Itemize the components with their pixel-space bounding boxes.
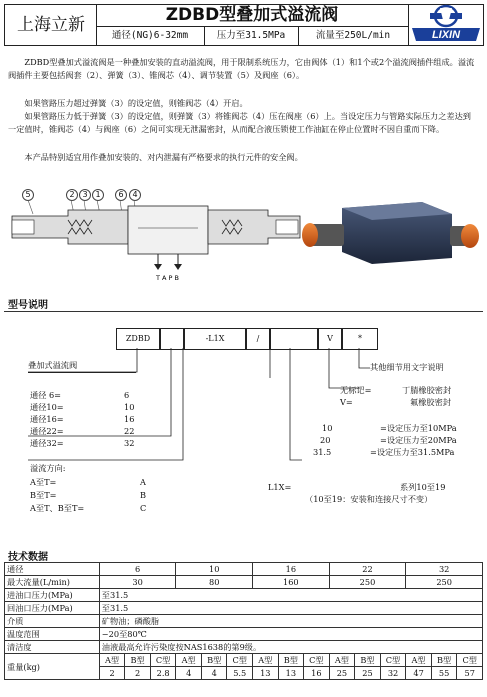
weight-cell: 13 [253,667,279,680]
series-desc: 系列10至19 [400,482,446,492]
type-cell: C型 [304,654,330,667]
page-title: ZDBD型叠加式溢流阀 [165,5,339,25]
table-cell: 油液最高允许污染度按NAS1638的第9级。 [99,641,482,654]
port-labels: T A P B [156,274,179,282]
weight-cell: 2 [99,667,125,680]
type-cell: C型 [150,654,176,667]
intro-paragraph-4: 本产品特别适宜用作叠加安装的、对内泄漏有严格要求的执行元件的安全阀。 [24,152,303,162]
other-details: 其他细节用文字说明 [370,362,444,372]
weight-cell: 2 [125,667,151,680]
section-divider [4,311,483,312]
type-cell: A型 [329,654,355,667]
weight-cell: 4 [176,667,202,680]
callout-6: 6 [115,189,127,201]
row-label: 重量(kg) [5,654,100,680]
table-cell: 至31.5 [99,602,482,615]
row-label: 进油口压力(MPa) [5,589,100,602]
table-cell: 6 [99,563,176,576]
type-cell: C型 [227,654,253,667]
type-cell: C型 [380,654,406,667]
weight-cell: 5.5 [227,667,253,680]
table-cell: 32 [406,563,483,576]
row-label: 通径 [5,563,100,576]
table-cell: 至31.5 [99,589,482,602]
type-cell: A型 [406,654,432,667]
tech-section-title: 技术数据 [8,552,48,563]
weight-cell: 47 [406,667,432,680]
pressure-code-2: 20 [320,435,331,445]
bore-value-5: 32 [124,438,135,448]
table-cell: 80 [176,576,253,589]
type-cell: B型 [278,654,304,667]
type-cell: B型 [355,654,381,667]
pressure-code-1: 10 [322,423,333,433]
type-cell: B型 [125,654,151,667]
code-box-other: * [342,328,378,350]
seal-line-2: V= [340,397,353,407]
direction-line-3: A至T、B至T= [30,503,85,513]
table-row [5,563,483,576]
bore-line-2: 通径10= [30,402,64,412]
divider [408,4,409,45]
callout-5: 5 [22,189,34,201]
weight-cell: 13 [278,667,304,680]
type-cell: A型 [99,654,125,667]
callout-4: 4 [129,189,141,201]
intro-paragraph-3: 如果管路压力低于弹簧（3）的设定值，则弹簧（3）将锥阀芯（4）压在阀座（6）上。当设定压力与管路实际压力之差达到一定值时，锥阀芯（4）与阀座（6）之间可实现无泄漏密封，从而配合液压锁使工作油缸在停止位置时不因自重而下降。 [8,111,471,134]
weight-cell: 55 [431,667,457,680]
intro-paragraph-1: ZDBD型叠加式溢流阀是一种叠加安装的直动溢流阀，用于限制系统压力，它由阀体（1）和1个或2个溢流阀插件组成。溢流阀插件主要包括阀套（2）、弹簧（3）、锥阀芯（4）、调节装置（5）及阀座（6）。 [8,57,475,80]
weight-cell: 4 [201,667,227,680]
type-cell: A型 [176,654,202,667]
divider [28,372,136,373]
bore-value-4: 22 [124,426,135,436]
series-note: （10至19：安装和连接尺寸不变） [305,494,433,504]
table-cell: 10 [176,563,253,576]
model-section-title: 型号说明 [8,300,48,311]
table-cell: 16 [253,563,330,576]
pressure-desc-1: =设定压力至10MPa [380,423,457,433]
row-label: 介质 [5,615,100,628]
type-cell: A型 [253,654,279,667]
intro-paragraph-2: 如果管路压力超过弹簧（3）的设定值，则锥阀芯（4）开启。 [24,98,248,108]
code-box-slash: / [246,328,270,350]
table-row [5,576,483,589]
code-box-series-code: -L1X [184,328,246,350]
weight-cell: 16 [304,667,330,680]
valve-photo [302,198,482,284]
cross-section-drawing [8,198,308,284]
code-box-seal: V [318,328,342,350]
type-cell: B型 [201,654,227,667]
row-label: 清洁度 [5,641,100,654]
code-box-series: ZDBD [116,328,160,350]
table-row [5,589,483,602]
callout-1: 1 [92,189,104,201]
brand-logo-icon [410,4,482,44]
row-label: 最大流量(L/min) [5,576,100,589]
weight-cell: 25 [329,667,355,680]
row-label: 回油口压力(MPa) [5,602,100,615]
direction-value-1: A [140,477,146,487]
table-row [5,654,483,667]
bore-value-2: 10 [124,402,135,412]
row-label: 温度范围 [5,628,100,641]
weight-cell: 32 [380,667,406,680]
weight-cell: 2.8 [150,667,176,680]
company-name: 上海立新 [17,15,85,35]
direction-line-2: B至T= [30,490,57,500]
seal-line-1: 无标记= [340,385,372,395]
type-cell: C型 [457,654,483,667]
table-cell: 矿物油；磷酸脂 [99,615,482,628]
spec-pressure: 压力至31.5MPa [216,30,286,41]
direction-title: 溢流方向: [30,463,66,473]
pressure-desc-2: =设定压力至20MPa [380,435,457,445]
brand-logo [410,4,482,44]
type-cell: B型 [431,654,457,667]
weight-cell: 57 [457,667,483,680]
bore-value-1: 6 [124,390,130,400]
pressure-code-3: 31.5 [313,447,332,457]
series-name: 叠加式溢流阀 [28,360,78,370]
bore-line-3: 通径16= [30,414,64,424]
table-cell: 250 [329,576,406,589]
table-cell: 250 [406,576,483,589]
table-row [5,615,483,628]
table-cell: 22 [329,563,406,576]
table-row [5,628,483,641]
direction-value-2: B [140,490,147,500]
tech-data-table [4,562,483,680]
code-box-pressure [270,328,318,350]
seal-value-1: 丁腈橡胶密封 [402,385,452,395]
series-code: L1X= [268,482,292,492]
code-box-bore [160,328,184,350]
direction-value-3: C [140,503,147,513]
spec-flow: 流量至250L/min [315,30,391,41]
bore-value-3: 16 [124,414,135,424]
table-row [5,602,483,615]
pressure-desc-3: =设定压力至31.5MPa [370,447,455,457]
table-cell: 160 [253,576,330,589]
bore-line-4: 通径22= [30,426,64,436]
table-row [5,641,483,654]
spec-bore: 通径(NG)6-32mm [111,30,189,41]
callout-3: 3 [79,189,91,201]
table-cell: −20至80℃ [99,628,482,641]
weight-cell: 25 [355,667,381,680]
table-cell: 30 [99,576,176,589]
bore-line-5: 通径32= [30,438,64,448]
seal-value-2: 氟橡胶密封 [410,397,451,407]
callout-2: 2 [66,189,78,201]
bore-line-1: 通径 6= [30,390,62,400]
direction-line-1: A至T= [30,477,57,487]
brand-logo-text: LIXIN [431,29,461,41]
